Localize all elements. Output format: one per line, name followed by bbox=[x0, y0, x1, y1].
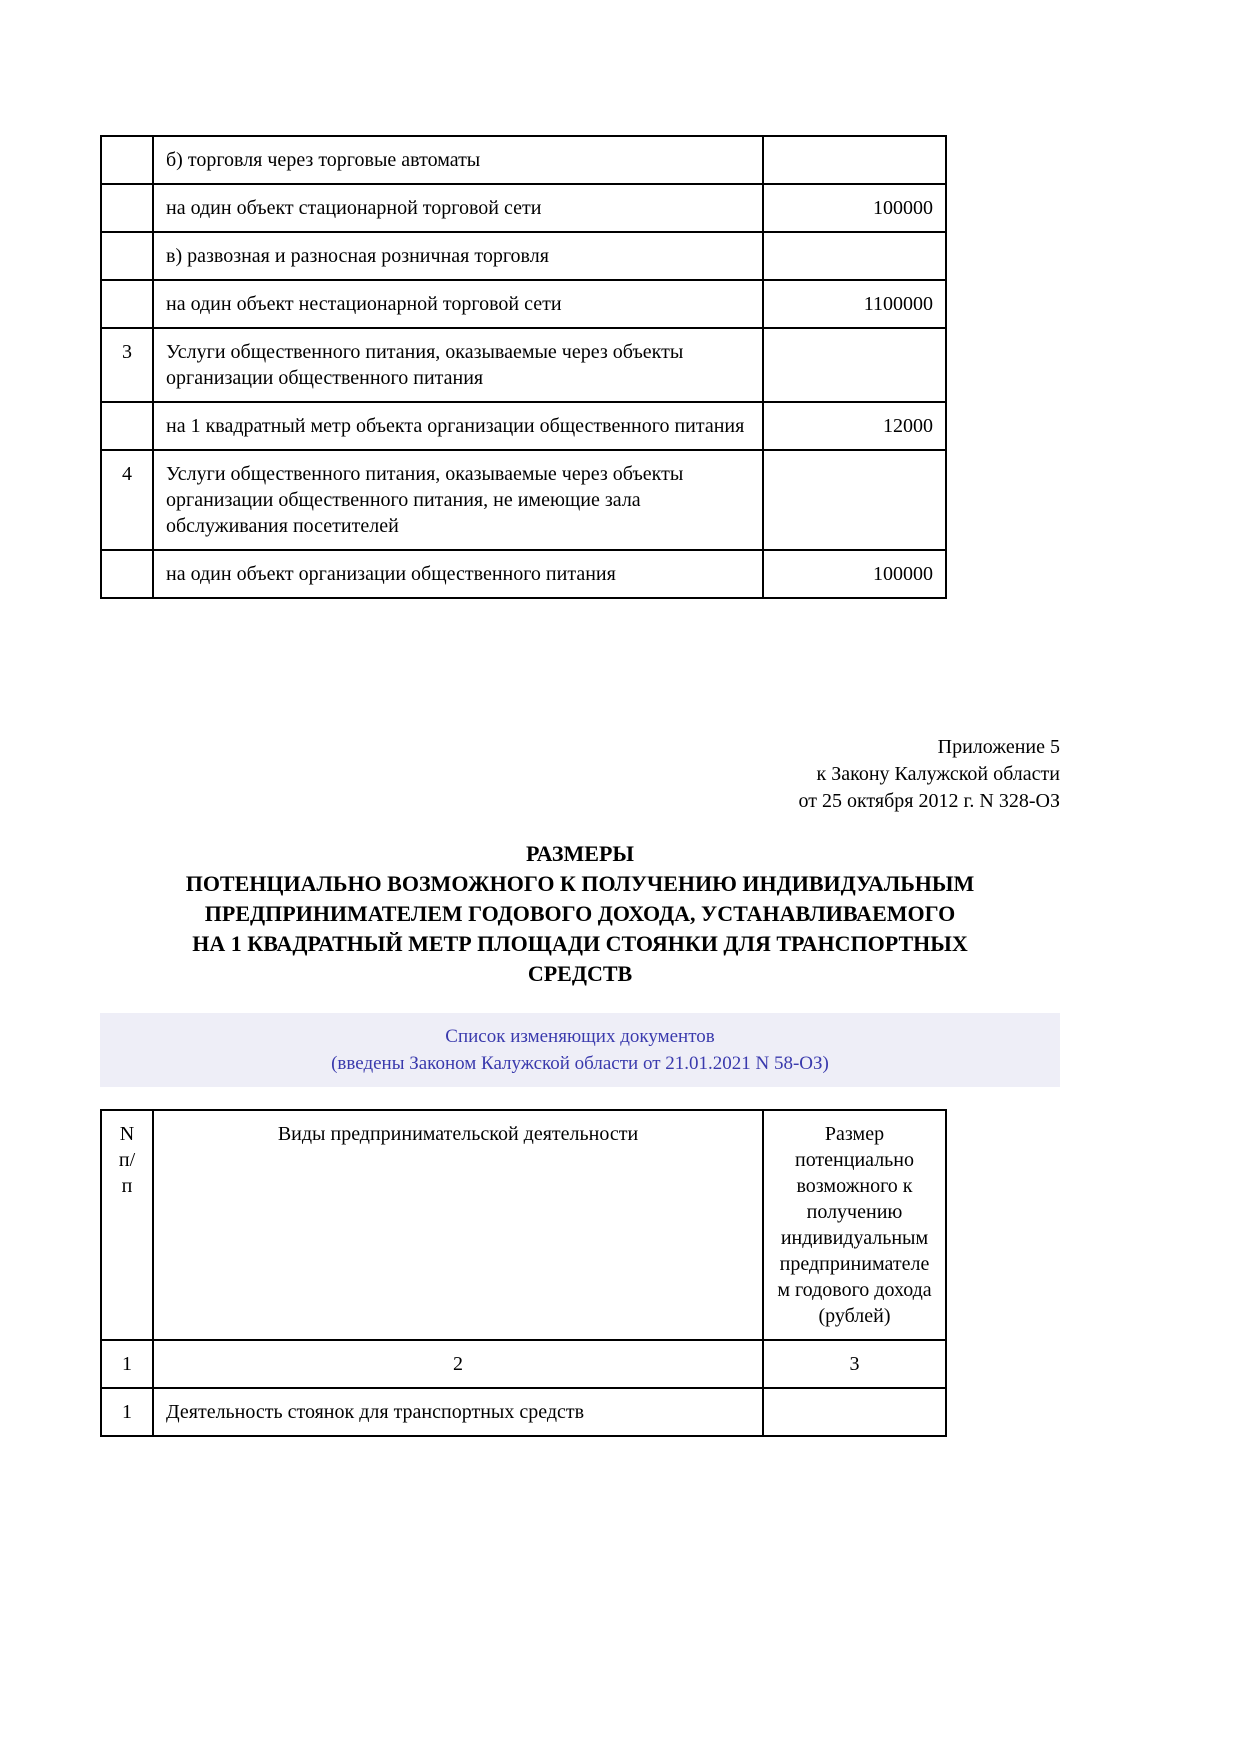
annex-line: Приложение 5 bbox=[937, 736, 1060, 758]
row-number-cell bbox=[101, 232, 153, 280]
value-cell: 1100000 bbox=[763, 280, 946, 328]
title-line: НА 1 КВАДРАТНЫЙ МЕТР ПЛОЩАДИ СТОЯНКИ ДЛЯ ТРАНСПОРТНЫХ bbox=[192, 931, 968, 956]
title-line: РАЗМЕРЫ bbox=[525, 841, 635, 866]
income-table-continuation bbox=[100, 135, 947, 599]
column-number-cell: 1 bbox=[101, 1340, 153, 1388]
table-row bbox=[101, 136, 946, 184]
parking-income-table bbox=[100, 1109, 947, 1437]
header-value-cell: Размер потенциально возможного к получению индивидуальным предпринимателем годового дохода (рублей) bbox=[763, 1110, 946, 1340]
activity-cell: Услуги общественного питания, оказываемые через объекты организации общественного питания bbox=[153, 328, 763, 402]
column-numbering-row bbox=[101, 1340, 946, 1388]
parking-income-table-wrap bbox=[100, 1109, 1060, 1437]
header-number-line: N bbox=[119, 1123, 135, 1145]
value-cell bbox=[763, 136, 946, 184]
activity-cell: на один объект стационарной торговой сети bbox=[153, 184, 763, 232]
row-number-cell bbox=[101, 280, 153, 328]
value-cell: 100000 bbox=[763, 184, 946, 232]
activity-cell: на один объект организации общественного питания bbox=[153, 550, 763, 598]
table-row bbox=[101, 1388, 946, 1436]
table-row bbox=[101, 328, 946, 402]
table-row bbox=[101, 232, 946, 280]
row-number-cell: 1 bbox=[101, 1388, 153, 1436]
amendments-note bbox=[100, 1013, 1060, 1087]
amendments-line: (введены Законом Калужской области от 21.01.2021 N 58-ОЗ) bbox=[331, 1053, 829, 1074]
value-cell bbox=[763, 1388, 946, 1436]
row-number-cell bbox=[101, 402, 153, 450]
activity-cell: на один объект нестационарной торговой сети bbox=[153, 280, 763, 328]
row-number-cell: 3 bbox=[101, 328, 153, 402]
row-number-cell bbox=[101, 136, 153, 184]
value-cell bbox=[763, 450, 946, 550]
row-number-cell bbox=[101, 184, 153, 232]
value-cell: 12000 bbox=[763, 402, 946, 450]
header-activity-cell: Виды предпринимательской деятельности bbox=[153, 1110, 763, 1340]
document-title bbox=[100, 839, 1060, 989]
table-row bbox=[101, 550, 946, 598]
activity-cell: б) торговля через торговые автоматы bbox=[153, 136, 763, 184]
header-number-line: п/п bbox=[118, 1149, 136, 1197]
amendments-line: Список изменяющих документов bbox=[445, 1026, 715, 1047]
header-number-cell bbox=[101, 1110, 153, 1340]
activity-cell: на 1 квадратный метр объекта организации общественного питания bbox=[153, 402, 763, 450]
annex-reference bbox=[100, 734, 1060, 815]
title-line: ПОТЕНЦИАЛЬНО ВОЗМОЖНОГО К ПОЛУЧЕНИЮ ИНДИВИДУАЛЬНЫМ bbox=[185, 871, 975, 896]
row-number-cell: 4 bbox=[101, 450, 153, 550]
header-row bbox=[101, 1110, 946, 1340]
value-cell bbox=[763, 328, 946, 402]
activity-cell: Услуги общественного питания, оказываемые через объекты организации общественного питания, не имеющие зала обслуживания посетителей bbox=[153, 450, 763, 550]
activity-cell: в) развозная и разносная розничная торговля bbox=[153, 232, 763, 280]
table-row bbox=[101, 184, 946, 232]
document-content bbox=[100, 135, 1060, 1437]
table-row bbox=[101, 402, 946, 450]
activity-cell: Деятельность стоянок для транспортных средств bbox=[153, 1388, 763, 1436]
annex-line: от 25 октября 2012 г. N 328-ОЗ bbox=[798, 790, 1060, 812]
title-line: ПРЕДПРИНИМАТЕЛЕМ ГОДОВОГО ДОХОДА, УСТАНАВЛИВАЕМОГО bbox=[204, 901, 956, 926]
title-line: СРЕДСТВ bbox=[527, 961, 633, 986]
column-number-cell: 2 bbox=[153, 1340, 763, 1388]
annex-line: к Закону Калужской области bbox=[816, 763, 1060, 785]
value-cell: 100000 bbox=[763, 550, 946, 598]
table-row bbox=[101, 280, 946, 328]
table-row bbox=[101, 450, 946, 550]
value-cell bbox=[763, 232, 946, 280]
column-number-cell: 3 bbox=[763, 1340, 946, 1388]
row-number-cell bbox=[101, 550, 153, 598]
